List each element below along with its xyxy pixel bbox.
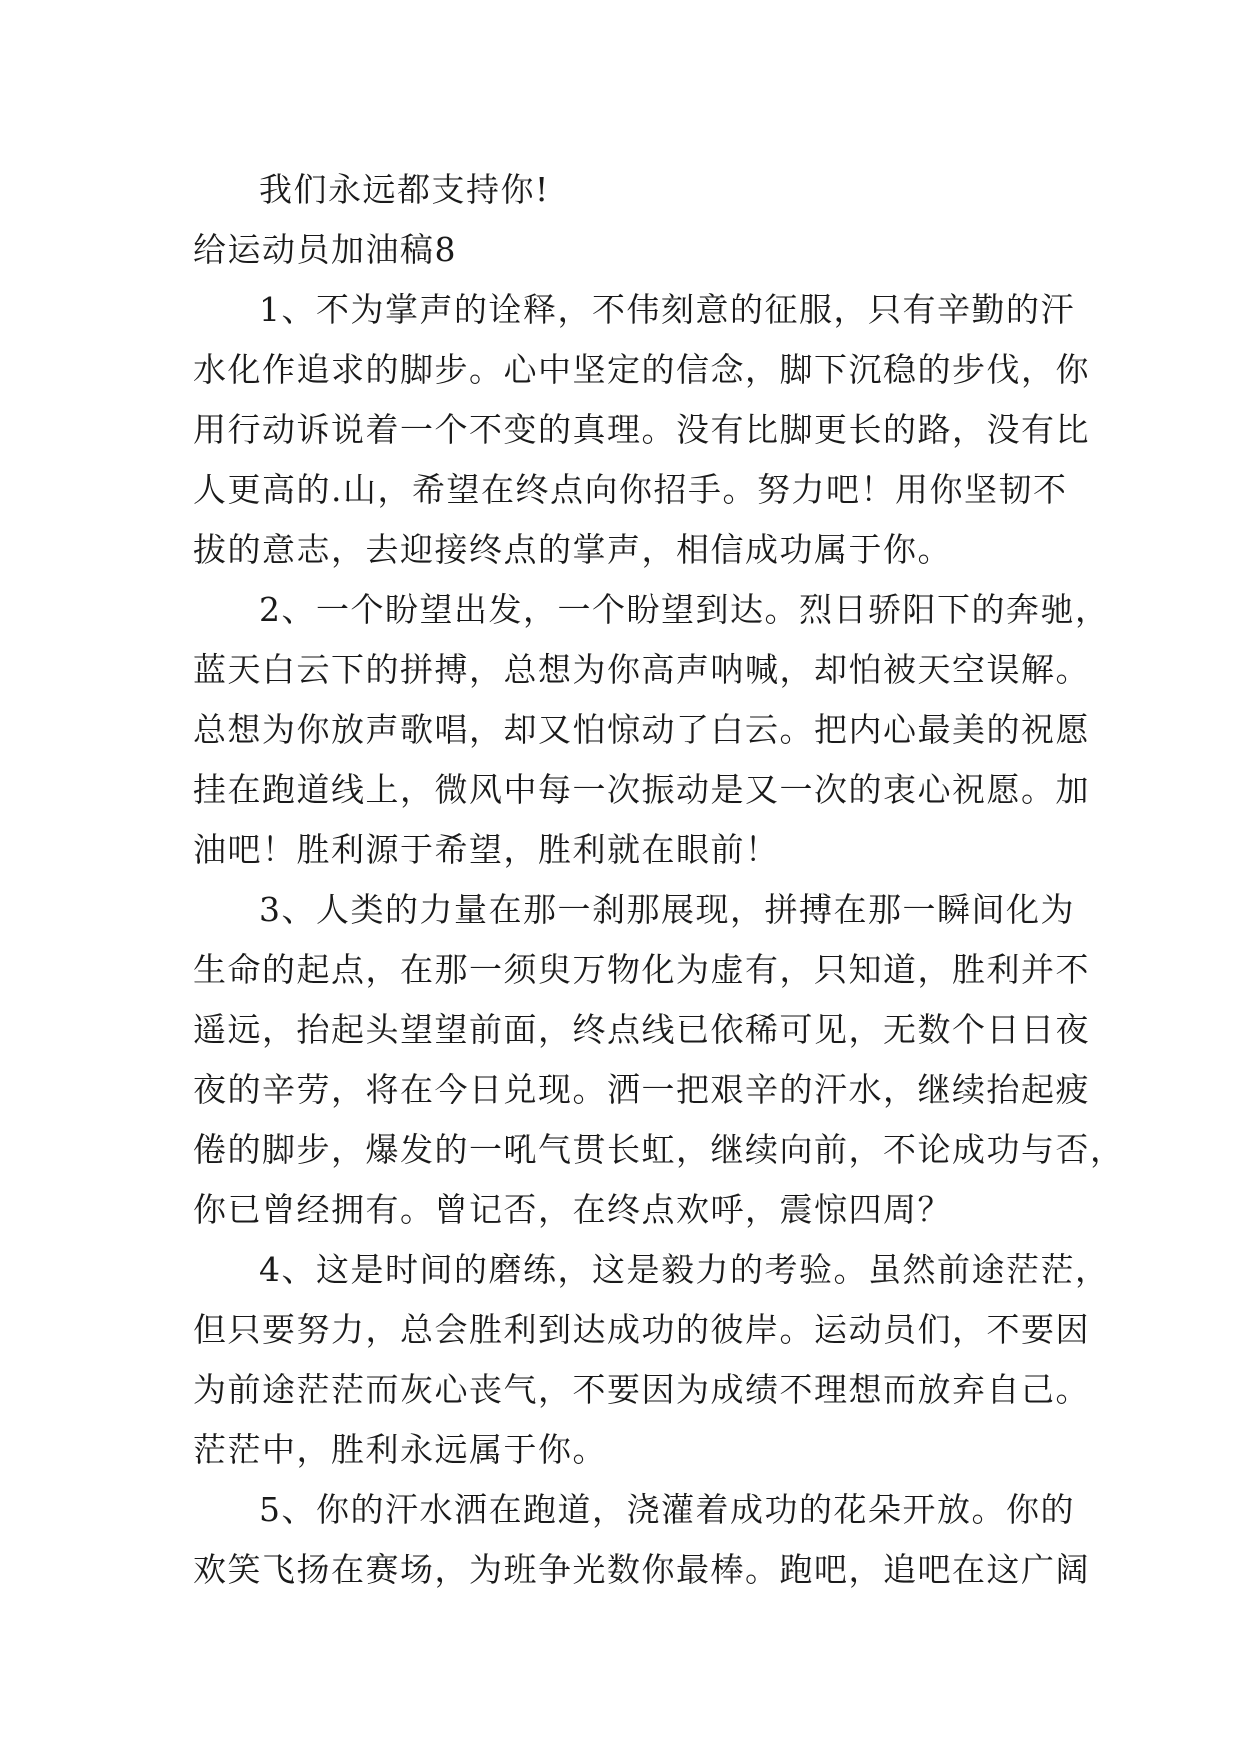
paragraph-line: 水化作追求的脚步。心中坚定的信念，脚下沉稳的步伐，你 [193, 350, 1090, 389]
section-heading: 给运动员加油稿8 [193, 230, 457, 269]
paragraph-line: 2、一个盼望出发，一个盼望到达。烈日骄阳下的奔驰， [259, 590, 1110, 629]
paragraph-line: 1、不为掌声的诠释，不伟刻意的征服，只有辛勤的汗 [259, 290, 1075, 329]
opening-line: 我们永远都支持你! [259, 170, 550, 209]
paragraph-line: 为前途茫茫而灰心丧气，不要因为成绩不理想而放弃自己。 [193, 1370, 1090, 1409]
paragraph-1 [193, 280, 1090, 580]
paragraph-line: 遥远，抬起头望望前面，终点线已依稀可见，无数个日日夜 [193, 1010, 1090, 1049]
paragraph-line: 用行动诉说着一个不变的真理。没有比脚更长的路，没有比 [193, 410, 1090, 449]
paragraph-line: 倦的脚步，爆发的一吼气贯长虹，继续向前，不论成功与否， [193, 1130, 1125, 1169]
paragraph-3 [193, 880, 1125, 1240]
paragraph-line: 油吧！胜利源于希望，胜利就在眼前！ [193, 830, 780, 869]
paragraph-line: 人更高的.山，希望在终点向你招手。努力吧！用你坚韧不 [193, 470, 1068, 509]
paragraph-line: 5、你的汗水洒在跑道，浇灌着成功的花朵开放。你的 [259, 1490, 1075, 1529]
paragraph-line: 蓝天白云下的拼搏，总想为你高声呐喊，却怕被天空误解。 [193, 650, 1090, 689]
paragraph-4 [193, 1240, 1110, 1480]
paragraph-line: 总想为你放声歌唱，却又怕惊动了白云。把内心最美的祝愿 [193, 710, 1090, 749]
paragraph-line: 欢笑飞扬在赛场，为班争光数你最棒。跑吧，追吧在这广阔 [193, 1550, 1090, 1589]
paragraph-line: 3、人类的力量在那一刹那展现，拼搏在那一瞬间化为 [259, 890, 1075, 929]
paragraph-line: 夜的辛劳，将在今日兑现。洒一把艰辛的汗水，继续抬起疲 [193, 1070, 1090, 1109]
paragraph-line: 4、这是时间的磨练，这是毅力的考验。虽然前途茫茫， [259, 1250, 1110, 1289]
paragraph-line: 但只要努力，总会胜利到达成功的彼岸。运动员们，不要因 [193, 1310, 1090, 1349]
document-page [193, 160, 1125, 1600]
paragraph-2 [193, 580, 1110, 880]
paragraph-line: 你已曾经拥有。曾记否，在终点欢呼，震惊四周？ [193, 1190, 952, 1229]
paragraph-line: 生命的起点，在那一须臾万物化为虚有，只知道，胜利并不 [193, 950, 1090, 989]
paragraph-line: 拔的意志，去迎接终点的掌声，相信成功属于你。 [193, 530, 952, 569]
paragraph-line: 茫茫中，胜利永远属于你。 [193, 1430, 607, 1469]
paragraph-line: 挂在跑道线上，微风中每一次振动是又一次的衷心祝愿。加 [193, 770, 1090, 809]
paragraph-5 [193, 1480, 1090, 1600]
